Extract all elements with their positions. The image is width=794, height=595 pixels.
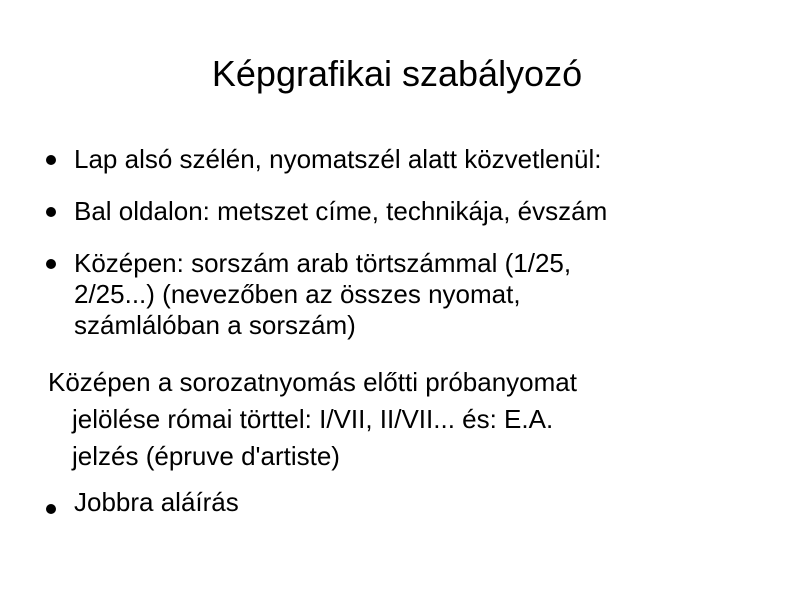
plain-paragraph xyxy=(48,364,778,475)
bullet-icon xyxy=(46,155,56,165)
bullet-item xyxy=(74,144,774,175)
bullet-line: Jobbra aláírás xyxy=(74,487,239,517)
bullet-line: Bal oldalon: metszet címe, technikája, évszám xyxy=(74,196,608,226)
slide-title: Képgrafikai szabályozó xyxy=(211,53,583,94)
bullet-item xyxy=(74,487,774,518)
bullet-item xyxy=(74,248,774,341)
paragraph-line: jelölése római törttel: I/VII, II/VII... és: E.A. xyxy=(72,404,554,434)
bullet-line: Lap alsó szélén, nyomatszél alatt közvetlenül: xyxy=(74,144,602,174)
paragraph-line: jelzés (épruve d'artiste) xyxy=(72,441,340,471)
bullet-item xyxy=(74,196,774,227)
bullet-icon xyxy=(46,259,56,269)
bullet-icon xyxy=(46,207,56,217)
bullet-line: Középen: sorszám arab törtszámmal (1/25, xyxy=(74,248,572,278)
bullet-icon xyxy=(46,504,56,514)
bullet-line: számlálóban a sorszám) xyxy=(74,310,356,340)
bullet-line: 2/25...) (nevezőben az összes nyomat, xyxy=(74,279,521,309)
paragraph-line: Középen a sorozatnyomás előtti próbanyomat xyxy=(48,367,577,397)
